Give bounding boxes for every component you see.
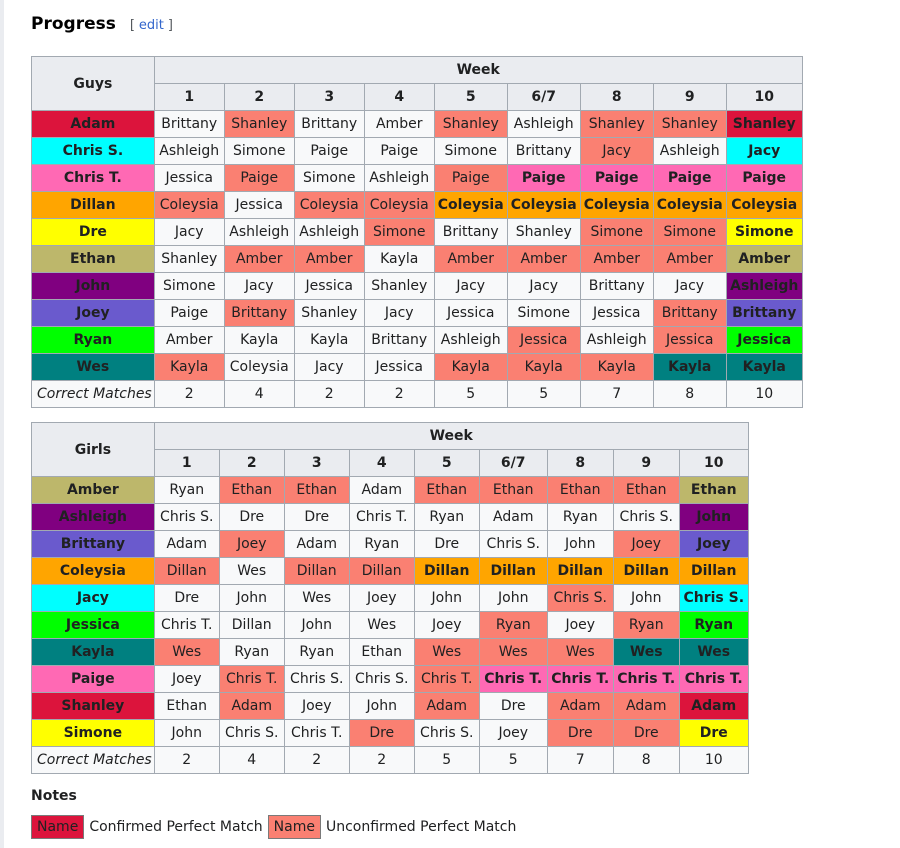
match-cell: Ashleigh: [434, 327, 507, 354]
match-cell: Chris T.: [414, 666, 479, 693]
match-cell: Dillan: [679, 558, 748, 585]
unconfirmed-swatch: Name: [268, 815, 321, 839]
match-cell: Chris S.: [154, 504, 219, 531]
match-cell: Shanley: [507, 219, 580, 246]
match-cell: Simone: [224, 138, 294, 165]
guys-row-header: Chris S.: [32, 138, 155, 165]
correct-count-cell: 7: [547, 747, 613, 774]
match-cell: Ashleigh: [507, 111, 580, 138]
girls-row-header: Ashleigh: [32, 504, 155, 531]
match-cell: Simone: [726, 219, 802, 246]
match-cell: Ashleigh: [364, 165, 434, 192]
match-cell: Jessica: [507, 327, 580, 354]
correct-count-cell: 2: [364, 381, 434, 408]
guys-week-1: 1: [154, 84, 224, 111]
match-cell: Chris T.: [219, 666, 284, 693]
match-cell: Coleysia: [154, 192, 224, 219]
match-cell: Adam: [154, 531, 219, 558]
girls-week-7: 8: [547, 450, 613, 477]
edit-bracket-open: [: [129, 18, 135, 33]
match-cell: Chris T.: [547, 666, 613, 693]
guys-row-header: Chris T.: [32, 165, 155, 192]
match-cell: Ethan: [479, 477, 547, 504]
girls-row-header: Amber: [32, 477, 155, 504]
match-cell: Ryan: [479, 612, 547, 639]
table-row: [32, 138, 803, 165]
match-cell: Amber: [224, 246, 294, 273]
match-cell: Chris T.: [479, 666, 547, 693]
match-cell: Ashleigh: [726, 273, 802, 300]
match-cell: Shanley: [224, 111, 294, 138]
correct-count-cell: 2: [154, 747, 219, 774]
girls-correct-matches-row: [32, 747, 749, 774]
match-cell: Simone: [364, 219, 434, 246]
match-cell: Ashleigh: [294, 219, 364, 246]
table-row: [32, 246, 803, 273]
match-cell: Dillan: [154, 558, 219, 585]
edit-link[interactable]: edit: [138, 18, 164, 33]
match-cell: Ethan: [284, 477, 349, 504]
match-cell: Joey: [284, 693, 349, 720]
match-cell: Paige: [154, 300, 224, 327]
left-border: [0, 0, 4, 848]
match-cell: Chris S.: [349, 666, 414, 693]
match-cell: Coleysia: [294, 192, 364, 219]
match-cell: Brittany: [364, 327, 434, 354]
match-cell: Paige: [653, 165, 726, 192]
match-cell: Amber: [507, 246, 580, 273]
guys-row-header: John: [32, 273, 155, 300]
match-cell: Wes: [613, 639, 679, 666]
match-cell: Dillan: [414, 558, 479, 585]
table-row: [32, 585, 749, 612]
match-cell: Coleysia: [364, 192, 434, 219]
girls-week-8: 9: [613, 450, 679, 477]
guys-week-2: 2: [224, 84, 294, 111]
match-cell: Ashleigh: [653, 138, 726, 165]
guys-week-3: 3: [294, 84, 364, 111]
match-cell: Amber: [154, 327, 224, 354]
match-cell: Joey: [613, 531, 679, 558]
match-cell: Chris T.: [284, 720, 349, 747]
match-cell: Shanley: [653, 111, 726, 138]
guys-week-8: 9: [653, 84, 726, 111]
match-cell: Brittany: [224, 300, 294, 327]
match-cell: Simone: [434, 138, 507, 165]
match-cell: Amber: [726, 246, 802, 273]
correct-count-cell: 5: [479, 747, 547, 774]
match-cell: Dillan: [219, 612, 284, 639]
match-cell: Adam: [349, 477, 414, 504]
edit-section: [130, 18, 173, 33]
match-cell: Shanley: [726, 111, 802, 138]
match-cell: Paige: [294, 138, 364, 165]
guys-week-6: 6/7: [507, 84, 580, 111]
unconfirmed-label: Unconfirmed Perfect Match: [325, 819, 517, 835]
match-cell: Jacy: [294, 354, 364, 381]
table-row: [32, 300, 803, 327]
girls-corner-header: Girls: [32, 423, 155, 477]
match-cell: Adam: [613, 693, 679, 720]
table-row: [32, 612, 749, 639]
match-cell: Shanley: [364, 273, 434, 300]
guys-row-header: Wes: [32, 354, 155, 381]
match-cell: Dre: [613, 720, 679, 747]
table-row: [32, 720, 749, 747]
match-cell: Ethan: [414, 477, 479, 504]
match-cell: Ryan: [154, 477, 219, 504]
section-title: Progress: [31, 14, 116, 34]
match-cell: Dre: [479, 693, 547, 720]
match-cell: Kayla: [154, 354, 224, 381]
match-cell: Simone: [154, 273, 224, 300]
match-cell: Ethan: [679, 477, 748, 504]
match-cell: Ethan: [219, 477, 284, 504]
match-cell: Dillan: [547, 558, 613, 585]
girls-week-1: 1: [154, 450, 219, 477]
match-cell: Simone: [653, 219, 726, 246]
match-cell: Joey: [154, 666, 219, 693]
legend: [31, 815, 521, 839]
match-cell: Amber: [653, 246, 726, 273]
match-cell: Dillan: [479, 558, 547, 585]
match-cell: Paige: [580, 165, 653, 192]
match-cell: Chris S.: [613, 504, 679, 531]
match-cell: Dre: [414, 531, 479, 558]
match-cell: Ryan: [547, 504, 613, 531]
match-cell: John: [679, 504, 748, 531]
match-cell: Jacy: [154, 219, 224, 246]
table-row: [32, 531, 749, 558]
match-cell: Joey: [414, 612, 479, 639]
match-cell: Wes: [154, 639, 219, 666]
table-row: [32, 219, 803, 246]
match-cell: Amber: [434, 246, 507, 273]
guys-row-header: Joey: [32, 300, 155, 327]
match-cell: Jacy: [224, 273, 294, 300]
match-cell: Jessica: [224, 192, 294, 219]
girls-week-5: 5: [414, 450, 479, 477]
girls-week-header: Week: [154, 423, 748, 450]
match-cell: Wes: [414, 639, 479, 666]
match-cell: Kayla: [434, 354, 507, 381]
match-cell: Jacy: [364, 300, 434, 327]
girls-week-3: 3: [284, 450, 349, 477]
match-cell: Kayla: [653, 354, 726, 381]
correct-count-cell: 8: [613, 747, 679, 774]
match-cell: John: [349, 693, 414, 720]
match-cell: John: [479, 585, 547, 612]
girls-row-header: Coleysia: [32, 558, 155, 585]
guys-week-header: Week: [154, 57, 802, 84]
match-cell: Jessica: [580, 300, 653, 327]
girls-row-header: Kayla: [32, 639, 155, 666]
match-cell: Ashleigh: [580, 327, 653, 354]
correct-count-cell: 4: [219, 747, 284, 774]
match-cell: Dre: [154, 585, 219, 612]
match-cell: Brittany: [294, 111, 364, 138]
match-cell: Brittany: [726, 300, 802, 327]
match-cell: Wes: [479, 639, 547, 666]
match-cell: Coleysia: [507, 192, 580, 219]
correct-count-cell: 5: [414, 747, 479, 774]
table-row: [32, 558, 749, 585]
match-cell: Joey: [479, 720, 547, 747]
table-row: [32, 192, 803, 219]
match-cell: Shanley: [434, 111, 507, 138]
match-cell: Wes: [547, 639, 613, 666]
table-row: [32, 504, 749, 531]
table-row: [32, 327, 803, 354]
match-cell: Ryan: [219, 639, 284, 666]
match-cell: Simone: [507, 300, 580, 327]
match-cell: Coleysia: [224, 354, 294, 381]
match-cell: Adam: [679, 693, 748, 720]
notes-title: Notes: [31, 788, 77, 804]
match-cell: Dre: [547, 720, 613, 747]
match-cell: Chris S.: [679, 585, 748, 612]
match-cell: Chris S.: [414, 720, 479, 747]
guys-row-header: Adam: [32, 111, 155, 138]
match-cell: Dillan: [284, 558, 349, 585]
table-row: [32, 639, 749, 666]
match-cell: Shanley: [154, 246, 224, 273]
guys-week-5: 5: [434, 84, 507, 111]
girls-week-2: 2: [219, 450, 284, 477]
guys-row-header: Ryan: [32, 327, 155, 354]
match-cell: Paige: [434, 165, 507, 192]
match-cell: Joey: [349, 585, 414, 612]
match-cell: Joey: [679, 531, 748, 558]
match-cell: John: [154, 720, 219, 747]
match-cell: Ashleigh: [154, 138, 224, 165]
correct-count-cell: 2: [154, 381, 224, 408]
match-cell: Dre: [349, 720, 414, 747]
match-cell: Chris S.: [219, 720, 284, 747]
correct-count-cell: 10: [726, 381, 802, 408]
match-cell: Jacy: [726, 138, 802, 165]
match-cell: Shanley: [294, 300, 364, 327]
table-row: [32, 273, 803, 300]
match-cell: John: [414, 585, 479, 612]
girls-row-header: Paige: [32, 666, 155, 693]
girls-row-header: Jacy: [32, 585, 155, 612]
match-cell: Paige: [224, 165, 294, 192]
confirmed-label: Confirmed Perfect Match: [89, 819, 263, 835]
match-cell: Kayla: [507, 354, 580, 381]
match-cell: Chris T.: [349, 504, 414, 531]
match-cell: Amber: [580, 246, 653, 273]
girls-correct-matches-label: Correct Matches: [32, 747, 155, 774]
guys-week-4: 4: [364, 84, 434, 111]
correct-count-cell: 8: [653, 381, 726, 408]
match-cell: Ethan: [547, 477, 613, 504]
match-cell: Wes: [284, 585, 349, 612]
match-cell: Joey: [547, 612, 613, 639]
match-cell: Kayla: [294, 327, 364, 354]
match-cell: John: [547, 531, 613, 558]
match-cell: Ryan: [679, 612, 748, 639]
table-row: [32, 111, 803, 138]
match-cell: Chris S.: [284, 666, 349, 693]
match-cell: Brittany: [580, 273, 653, 300]
match-cell: Ryan: [284, 639, 349, 666]
match-cell: Chris S.: [479, 531, 547, 558]
girls-week-9: 10: [679, 450, 748, 477]
match-cell: Adam: [479, 504, 547, 531]
match-cell: Simone: [294, 165, 364, 192]
match-cell: Paige: [364, 138, 434, 165]
match-cell: Brittany: [507, 138, 580, 165]
match-cell: Wes: [679, 639, 748, 666]
correct-count-cell: 2: [284, 747, 349, 774]
match-cell: Ethan: [349, 639, 414, 666]
correct-count-cell: 5: [434, 381, 507, 408]
correct-count-cell: 5: [507, 381, 580, 408]
guys-correct-matches-label: Correct Matches: [32, 381, 155, 408]
girls-week-6: 6/7: [479, 450, 547, 477]
match-cell: Jessica: [653, 327, 726, 354]
match-cell: Wes: [219, 558, 284, 585]
match-cell: Chris T.: [679, 666, 748, 693]
match-cell: Paige: [507, 165, 580, 192]
match-cell: Coleysia: [653, 192, 726, 219]
match-cell: Ryan: [414, 504, 479, 531]
match-cell: Simone: [580, 219, 653, 246]
guys-progress-table: [31, 56, 803, 408]
match-cell: Ryan: [349, 531, 414, 558]
match-cell: Jacy: [580, 138, 653, 165]
girls-row-header: Simone: [32, 720, 155, 747]
correct-count-cell: 7: [580, 381, 653, 408]
match-cell: Adam: [414, 693, 479, 720]
match-cell: Brittany: [154, 111, 224, 138]
match-cell: Ryan: [613, 612, 679, 639]
table-row: [32, 165, 803, 192]
guys-row-header: Ethan: [32, 246, 155, 273]
guys-row-header: Dillan: [32, 192, 155, 219]
match-cell: Jacy: [507, 273, 580, 300]
match-cell: Shanley: [580, 111, 653, 138]
guys-week-9: 10: [726, 84, 802, 111]
correct-count-cell: 2: [349, 747, 414, 774]
match-cell: Brittany: [434, 219, 507, 246]
match-cell: Paige: [726, 165, 802, 192]
match-cell: Dillan: [349, 558, 414, 585]
correct-count-cell: 10: [679, 747, 748, 774]
match-cell: Joey: [219, 531, 284, 558]
match-cell: Jacy: [434, 273, 507, 300]
match-cell: John: [219, 585, 284, 612]
guys-row-header: Dre: [32, 219, 155, 246]
match-cell: Ashleigh: [224, 219, 294, 246]
match-cell: Kayla: [224, 327, 294, 354]
match-cell: Adam: [219, 693, 284, 720]
match-cell: Adam: [547, 693, 613, 720]
girls-week-4: 4: [349, 450, 414, 477]
match-cell: Chris S.: [547, 585, 613, 612]
match-cell: Coleysia: [580, 192, 653, 219]
match-cell: Jessica: [434, 300, 507, 327]
correct-count-cell: 4: [224, 381, 294, 408]
match-cell: Wes: [349, 612, 414, 639]
match-cell: Dre: [679, 720, 748, 747]
match-cell: Dre: [219, 504, 284, 531]
match-cell: Coleysia: [434, 192, 507, 219]
correct-count-cell: 2: [294, 381, 364, 408]
match-cell: Jessica: [154, 165, 224, 192]
match-cell: Jacy: [653, 273, 726, 300]
match-cell: Jessica: [364, 354, 434, 381]
table-row: [32, 477, 749, 504]
table-row: [32, 693, 749, 720]
match-cell: Jessica: [294, 273, 364, 300]
match-cell: Chris T.: [154, 612, 219, 639]
match-cell: Chris T.: [613, 666, 679, 693]
match-cell: Adam: [284, 531, 349, 558]
girls-row-header: Shanley: [32, 693, 155, 720]
girls-row-header: Jessica: [32, 612, 155, 639]
match-cell: John: [613, 585, 679, 612]
match-cell: Ethan: [613, 477, 679, 504]
guys-correct-matches-row: [32, 381, 803, 408]
match-cell: Coleysia: [726, 192, 802, 219]
match-cell: John: [284, 612, 349, 639]
match-cell: Kayla: [364, 246, 434, 273]
guys-week-7: 8: [580, 84, 653, 111]
guys-corner-header: Guys: [32, 57, 155, 111]
table-row: [32, 354, 803, 381]
match-cell: Jessica: [726, 327, 802, 354]
match-cell: Kayla: [580, 354, 653, 381]
match-cell: Brittany: [653, 300, 726, 327]
table-row: [32, 666, 749, 693]
match-cell: Kayla: [726, 354, 802, 381]
girls-row-header: Brittany: [32, 531, 155, 558]
match-cell: Amber: [364, 111, 434, 138]
confirmed-swatch: Name: [31, 815, 84, 839]
match-cell: Amber: [294, 246, 364, 273]
match-cell: Dre: [284, 504, 349, 531]
match-cell: Dillan: [613, 558, 679, 585]
section-heading: [31, 14, 173, 42]
edit-bracket-close: ]: [167, 18, 173, 33]
match-cell: Ethan: [154, 693, 219, 720]
girls-progress-table: [31, 422, 749, 774]
